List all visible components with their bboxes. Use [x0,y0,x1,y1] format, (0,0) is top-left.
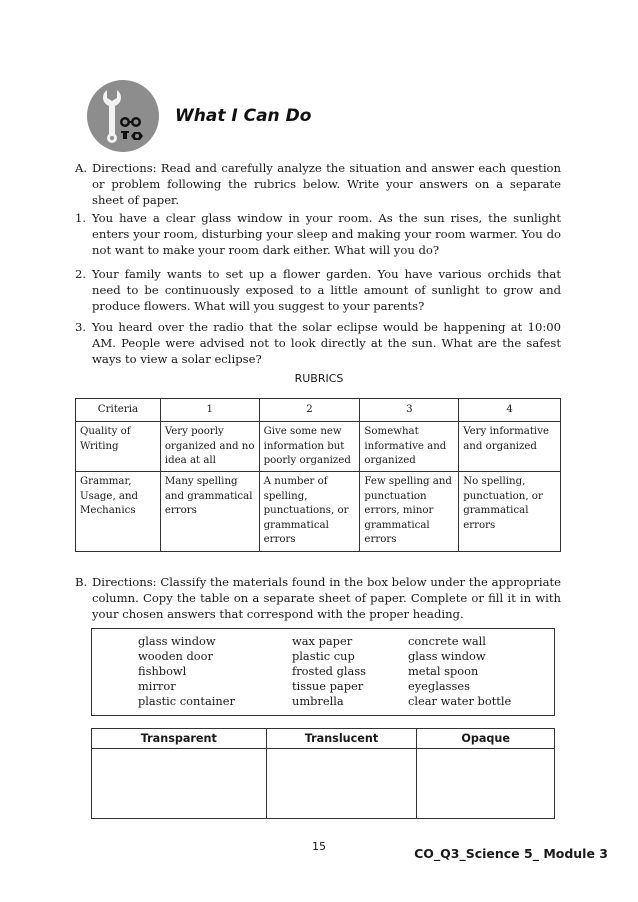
rubrics-cell: Grammar, Usage, and Mechanics [76,472,161,552]
materials-box [91,628,555,716]
rubrics-cell: Very poorly organized and no idea at all [160,422,259,472]
material-item: frosted glass [292,664,367,678]
rubrics-cell: No spelling, punctuation, or grammatical errors [459,472,561,552]
rubrics-cell: A number of spelling, punctuations, or grammatical errors [259,472,360,552]
part-b-text: Directions: Classify the materials found in the box below under the appropriate column. Copy the table on a separate sheet of paper. Complete or fill it in with your chosen answers that correspond with the proper heading. [92,575,561,621]
rubrics-cell: Few spelling and punctuation errors, minor grammatical errors [360,472,459,552]
tools-icon [87,80,159,152]
material-item: mirror [138,679,176,693]
page-number: 15 [312,840,326,853]
material-item: clear water bottle [408,694,512,708]
rubrics-title: RUBRICS [294,372,344,385]
material-item: wax paper [292,634,353,648]
rubrics-row [76,422,561,472]
rubrics-header-cell: 3 [360,399,459,422]
materials-column-3 [408,634,511,709]
answer-cell[interactable] [92,749,267,819]
classification-header-cell: Translucent [266,729,417,749]
rubrics-header-cell: 2 [259,399,360,422]
question-text: You have a clear glass window in your room. As the sun rises, the sunlight enters your room, disturbing your sleep and making your room warmer. You do not want to make your room dark either. What will you do? [92,211,561,257]
answer-cell[interactable] [266,749,417,819]
section-header [85,78,485,158]
material-item: metal spoon [408,664,479,678]
material-item: fishbowl [138,664,187,678]
material-item: umbrella [292,694,344,708]
materials-column-2 [292,634,366,709]
part-b-marker: B. [75,575,88,589]
rubrics-header-row [76,399,561,422]
rubrics-cell: Very informative and organized [459,422,561,472]
classification-table [91,728,555,819]
materials-column-1 [138,634,235,709]
material-item: glass window [138,634,216,648]
material-item: concrete wall [408,634,486,648]
material-item: tissue paper [292,679,364,693]
classification-header-cell: Transparent [92,729,267,749]
rubrics-row [76,472,561,552]
part-a-text: Directions: Read and carefully analyze the situation and answer each question or problem following the rubrics below. Write your answers on a separate sheet of paper. [92,161,561,207]
material-item: plastic cup [292,649,355,663]
rubrics-table [75,398,561,552]
part-a-marker: A. [75,161,88,175]
material-item: glass window [408,649,486,663]
question-number: 1. [75,211,87,225]
rubrics-header-cell: 4 [459,399,561,422]
question-1 [75,210,561,258]
part-b-directions [75,574,561,622]
rubrics-cell: Somewhat informative and organized [360,422,459,472]
material-item: plastic container [138,694,235,708]
question-2 [75,266,561,314]
rubrics-cell: Many spelling and grammatical errors [160,472,259,552]
answer-cell[interactable] [417,749,555,819]
classification-answer-row [92,749,555,819]
section-title: What I Can Do [175,106,312,126]
classification-header-cell: Opaque [417,729,555,749]
rubrics-header-cell: Criteria [76,399,161,422]
rubrics-header-cell: 1 [160,399,259,422]
question-text: Your family wants to set up a flower garden. You have various orchids that need to be continuously exposed to a little amount of sunlight to grow and produce flowers. What will you suggest to your parents? [92,267,561,313]
part-a-directions [75,160,561,208]
rubrics-cell: Quality of Writing [76,422,161,472]
material-item: wooden door [138,649,213,663]
question-text: You heard over the radio that the solar eclipse would be happening at 10:00 AM. People were advised not to look directly at the sun. What are the safest ways to view a solar eclipse? [92,320,561,366]
module-code: CO_Q3_Science 5_ Module 3 [414,846,608,861]
classification-header-row [92,729,555,749]
question-number: 2. [75,267,87,281]
question-number: 3. [75,320,87,334]
question-3 [75,319,561,367]
rubrics-cell: Give some new information but poorly organized [259,422,360,472]
material-item: eyeglasses [408,679,470,693]
